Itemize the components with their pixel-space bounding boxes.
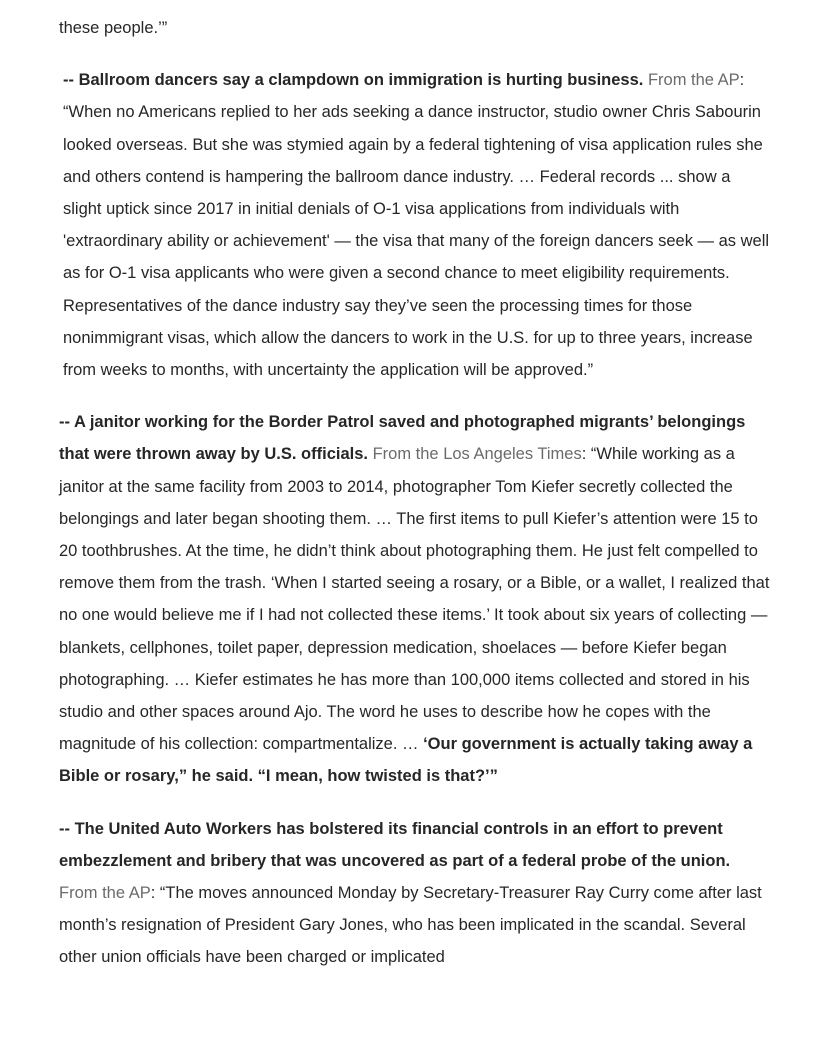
story-bold-quote: ‘Our government is actually taking away a Bible or rosary,” he said. “I mean, how twisted is that?’” (59, 735, 753, 786)
story-body: : “When no Americans replied to her ads seeking a dance instructor, studio owner Chris Sabourin looked overseas. But she was stymied again by a federal tightening of visa application rules she and others contend is hampering the ballroom dance industry. … Federal records ... show a slight uptick since 2017 in initial denials of O-1 visa applications from individuals with 'extraordinary ability or achievement' — the visa that many of the foreign dancers seek — as well as for O-1 visa applicants who were given a second chance to meet eligibility requirements. Representatives of the dance industry say they’ve seen the processing times for those nonimmigrant visas, which allow the dancers to work in the U.S. for up to three years, increase from weeks to months, with uncertainty the application will be approved.” (63, 71, 770, 380)
intro-text: these people.’” (59, 19, 168, 37)
article-body (59, 12, 771, 994)
story-source-link[interactable]: From the Los Angeles Times (372, 445, 582, 464)
story-border-patrol-janitor (59, 406, 771, 792)
intro-paragraph-tail (59, 12, 771, 44)
story-uaw-financial-controls (59, 813, 771, 974)
story-headline: -- The United Auto Workers has bolstered its financial controls in an effort to prevent embezzlement and bribery that was uncovered as part of a federal probe of the union. (59, 819, 731, 870)
story-body: : “While working as a janitor at the same facility from 2003 to 2014, photographer Tom Kiefer secretly collected the belongings and later began shooting them. … The first items to pull Kiefer’s attention were 15 to 20 toothbrushes. At the time, he didn’t think about photographing them. He just felt compelled to remove them from the trash. ‘When I started seeing a rosary, or a Bible, or a wallet, I realized that no one would believe me if I had not collected these items.’ It took about six years of collecting — blankets, cellphones, toilet paper, depression medication, shoelaces — before Kiefer began photographing. … Kiefer estimates he has more than 100,000 items collected and stored in his studio and other spaces around Ajo. The word he uses to describe how he copes with the magnitude of his collection: compartmentalize. … (59, 445, 770, 754)
story-headline: -- Ballroom dancers say a clampdown on immigration is hurting business. (63, 71, 644, 90)
story-source-link[interactable]: From the AP (59, 884, 151, 903)
story-body: : “The moves announced Monday by Secretary-Treasurer Ray Curry come after last month’s resignation of President Gary Jones, who has been implicated in the scandal. Several other union officials have been charged or implicated (59, 884, 762, 967)
story-source-link[interactable]: From the AP (647, 71, 740, 90)
story-ballroom-dancers (59, 64, 771, 386)
story-headline: -- A janitor working for the Border Patrol saved and photographed migrants’ belongings that were thrown away by U.S. officials. (59, 413, 746, 464)
